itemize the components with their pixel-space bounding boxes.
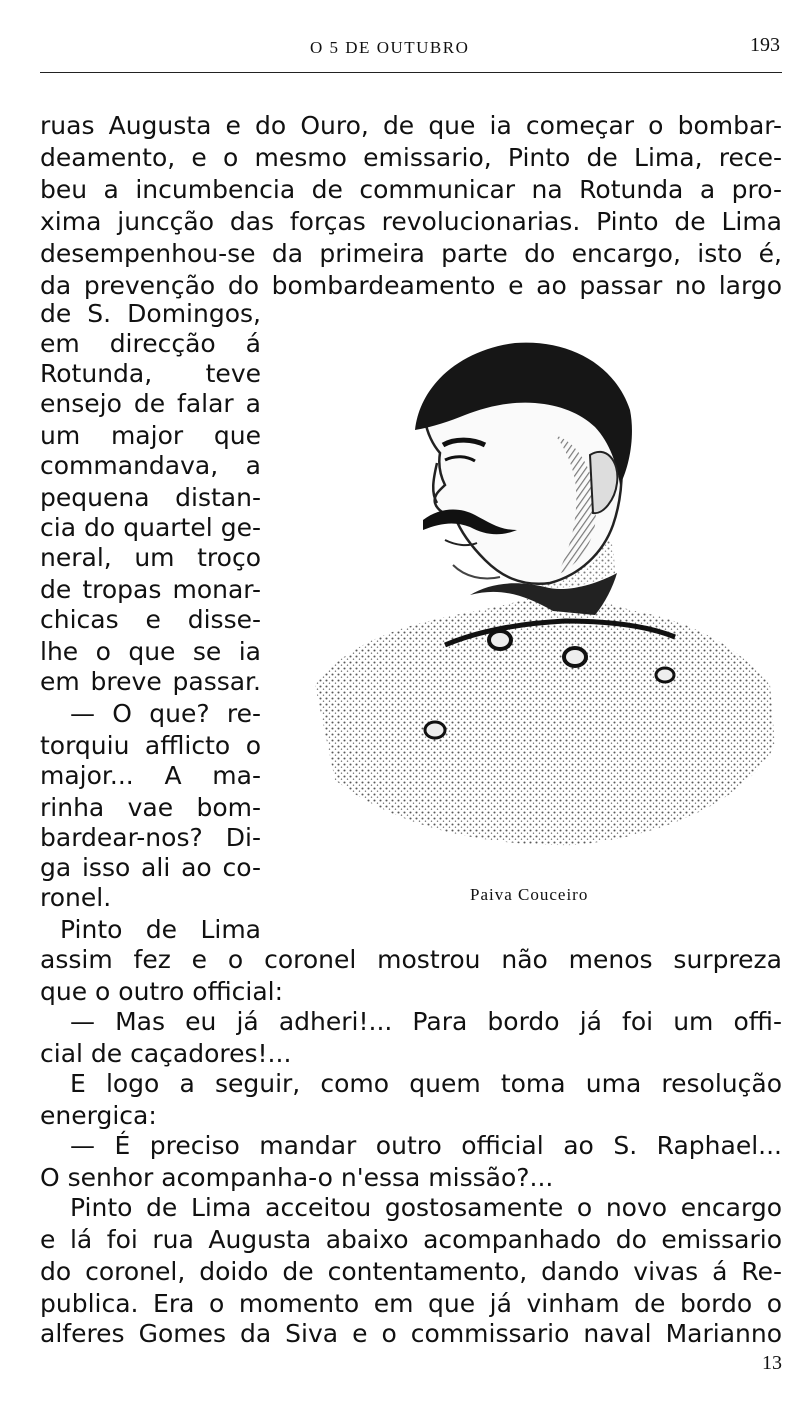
text-line: e lá foi rua Augusta abaixo acompanhado do emissario — [40, 1225, 782, 1254]
text-line: beu a incumbencia de communicar na Rotunda a pro- — [40, 175, 782, 204]
portrait-figure — [295, 325, 795, 865]
text-line: chicas e disse- — [40, 605, 261, 634]
text-line: de tropas monar- — [40, 575, 261, 604]
text-line: da prevenção do bombardeamento e ao passar no largo — [40, 271, 782, 300]
text-line: desempenhou-se da primeira parte do encargo, isto é, — [40, 239, 782, 268]
text-line: bardear-nos? Di- — [40, 823, 261, 852]
figure-caption: Paiva Couceiro — [470, 885, 589, 904]
text-line: alferes Gomes da Siva e o commissario naval Marianno — [40, 1319, 782, 1348]
text-line: torquiu afflicto o — [40, 731, 261, 760]
text-line: ga isso ali ao co- — [40, 853, 261, 882]
text-line: Pinto de Lima — [60, 915, 261, 944]
signature-mark: 13 — [762, 1352, 782, 1374]
text-line: em direcção á — [40, 329, 261, 358]
page-header — [40, 30, 782, 73]
text-line: lhe o que se ia — [40, 637, 261, 666]
text-line: — O que? re- — [70, 699, 261, 728]
text-line: cial de caçadores!... — [40, 1039, 292, 1068]
text-line: que o outro official: — [40, 977, 284, 1006]
text-line: Pinto de Lima acceitou gostosamente o novo encargo — [70, 1193, 782, 1222]
text-line: Rotunda, teve — [40, 359, 261, 388]
text-line: pequena distan- — [40, 483, 261, 512]
text-line: deamento, e o mesmo emissario, Pinto de Lima, rece- — [40, 143, 782, 172]
portrait-engraving-icon — [295, 325, 795, 865]
text-line: em breve passar. — [40, 667, 261, 696]
text-line: assim fez e o coronel mostrou não menos surpreza — [40, 945, 782, 974]
text-line: ruas Augusta e do Ouro, de que ia começar o bombar- — [40, 111, 782, 140]
text-line: ronel. — [40, 883, 112, 912]
text-line: — Mas eu já adheri!... Para bordo já foi um offi- — [70, 1007, 782, 1036]
text-line: do coronel, doido de contentamento, dando vivas á Re- — [40, 1257, 782, 1286]
text-line: neral, um troço — [40, 543, 261, 572]
text-line: commandava, a — [40, 451, 261, 480]
text-line: cia do quartel ge- — [40, 513, 261, 542]
text-line: — É preciso mandar outro official ao S. Raphael... — [70, 1131, 782, 1160]
text-line: major... A ma- — [40, 761, 261, 790]
running-title: O 5 DE OUTUBRO — [310, 38, 470, 57]
text-line: O senhor acompanha-o n'essa missão?... — [40, 1163, 554, 1192]
text-line: xima juncção das forças revolucionarias. Pinto de Lima — [40, 207, 782, 236]
text-line: publica. Era o momento em que já vinham de bordo o — [40, 1289, 782, 1318]
page-number: 193 — [750, 34, 780, 56]
text-line: de S. Domingos, — [40, 299, 261, 328]
text-line: rinha vae bom- — [40, 793, 261, 822]
text-line: ensejo de falar a — [40, 389, 261, 418]
text-line: um major que — [40, 421, 261, 450]
text-line: E logo a seguir, como quem toma uma resolução — [70, 1069, 782, 1098]
text-line: energica: — [40, 1101, 157, 1130]
